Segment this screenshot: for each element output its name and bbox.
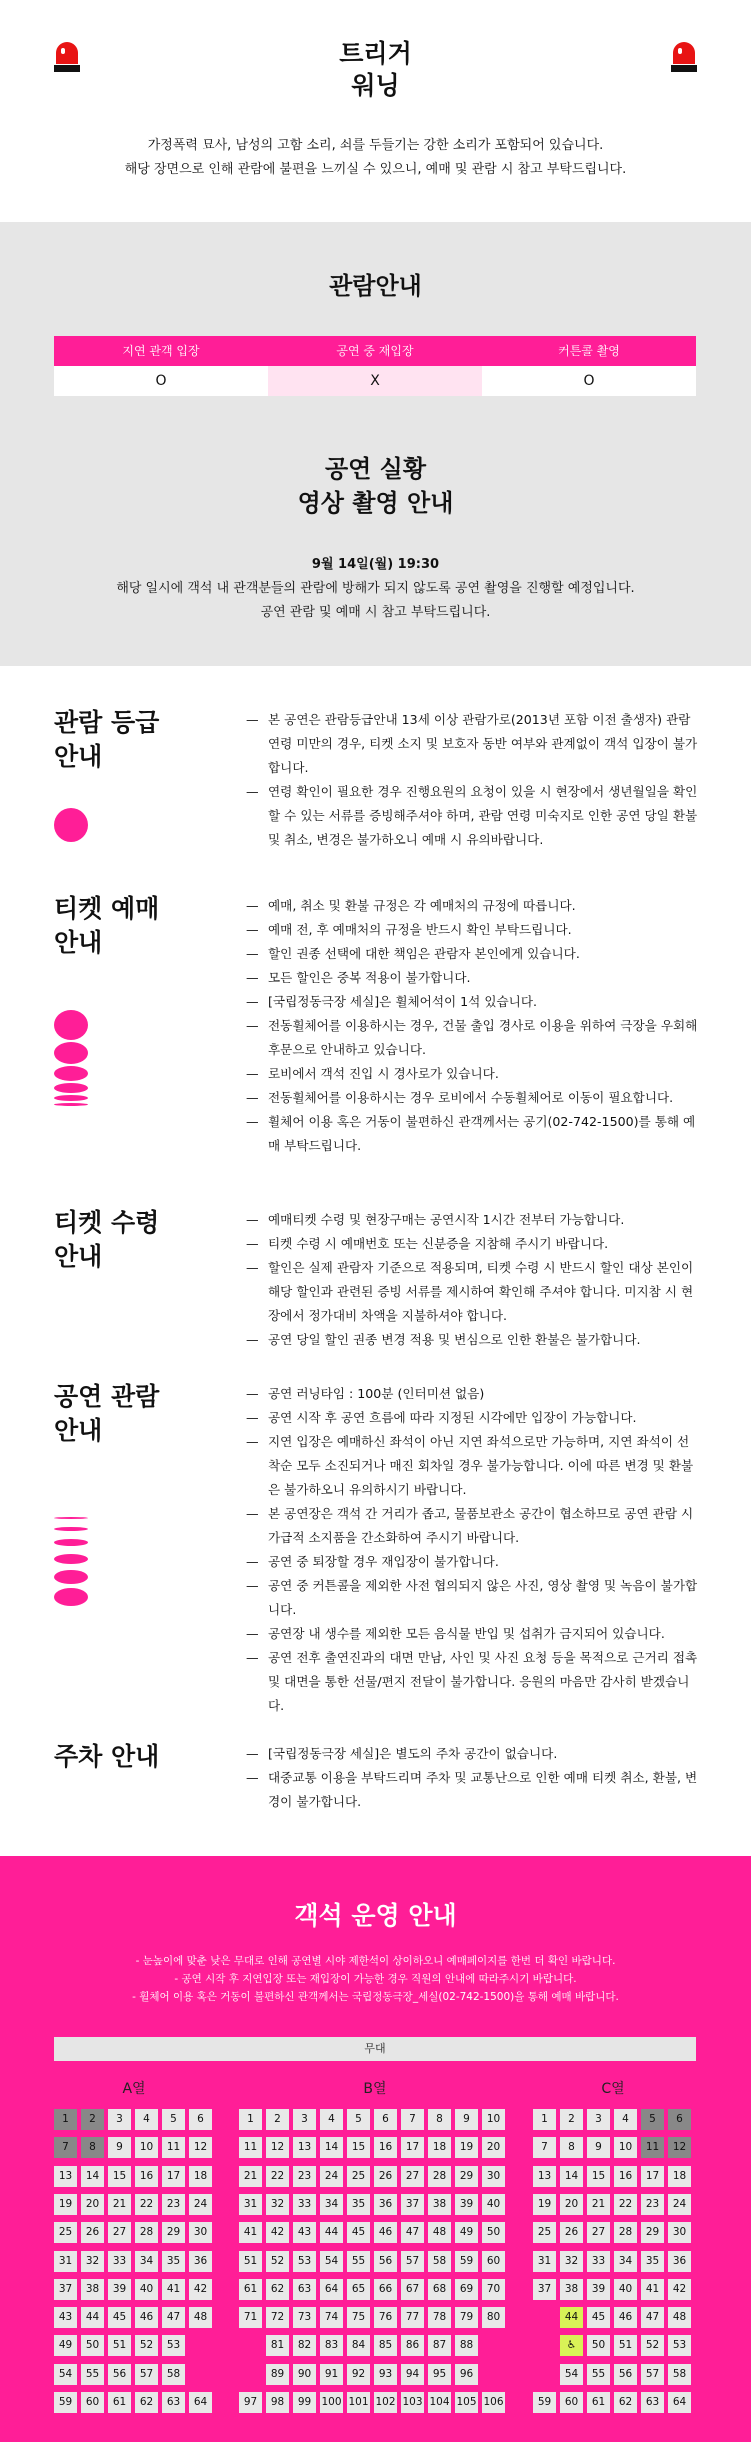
list-item: — 공연 당일 할인 권종 변경 적용 및 변심으로 인한 환불은 불가합니다. xyxy=(246,1328,701,1352)
seat-cell: 47 xyxy=(401,2222,424,2243)
seat-cell: 48 xyxy=(428,2222,451,2243)
seat-cell: 54 xyxy=(320,2251,343,2272)
seat-cell: 14 xyxy=(320,2137,343,2158)
seat-cell: 89 xyxy=(266,2364,289,2385)
seat-cell: 44 xyxy=(560,2307,583,2328)
seat-cell: 56 xyxy=(374,2251,397,2272)
seat-cell: 58 xyxy=(428,2251,451,2272)
seat-cell: 66 xyxy=(374,2279,397,2300)
seat-cell: 34 xyxy=(135,2251,158,2272)
seat-cell: 14 xyxy=(81,2166,104,2187)
seat-cell: 12 xyxy=(266,2137,289,2158)
seat-cell: 40 xyxy=(482,2194,505,2215)
seat-cell: 5 xyxy=(347,2109,370,2130)
seat-cell: 63 xyxy=(641,2392,664,2413)
seat-cell: 17 xyxy=(641,2166,664,2187)
seat-cell: 104 xyxy=(428,2392,451,2413)
seat-cell: 57 xyxy=(641,2364,664,2385)
section-title-attendance: 공연 관람 안내 xyxy=(54,1382,160,1445)
list-item: — 공연 전후 출연진과의 대면 만남, 사인 및 사진 요청 등을 목적으로 근거리 접촉 및 대면을 통한 선물/편지 전달이 불가합니다. 응원의 마음만 감사히 받겠습니다. xyxy=(246,1646,701,1718)
seat-cell: 31 xyxy=(533,2251,556,2272)
seat-cell: 58 xyxy=(162,2364,185,2385)
seat-cell: 37 xyxy=(533,2279,556,2300)
seat-cell: 32 xyxy=(560,2251,583,2272)
trigger-description: 가정폭력 묘사, 남성의 고함 소리, 쇠를 두들기는 강한 소리가 포함되어 있습니다. 해당 장면으로 인해 관람에 불편을 느끼실 수 있으니, 예매 및 관람 시 참고 부탁드립니다. xyxy=(124,138,627,177)
seat-cell: 49 xyxy=(54,2335,77,2356)
seat-cell: 75 xyxy=(347,2307,370,2328)
info-sections xyxy=(0,666,751,1856)
ellipse-decoration xyxy=(54,1554,88,1564)
seat-cell: 7 xyxy=(533,2137,556,2158)
seat-cell: 5 xyxy=(162,2109,185,2130)
seat-cell: 42 xyxy=(668,2279,691,2300)
seat-cell: 98 xyxy=(266,2392,289,2413)
seat-cell: 13 xyxy=(293,2137,316,2158)
seat-cell: 16 xyxy=(135,2166,158,2187)
block-label-b: B열 xyxy=(363,2081,387,2097)
seat-cell: 27 xyxy=(401,2166,424,2187)
booking-list xyxy=(246,894,701,1158)
seat-cell: 91 xyxy=(320,2364,343,2385)
seat-cell: 12 xyxy=(668,2137,691,2158)
list-item: — [국립정동극장 세실]은 휠체어석이 1석 있습니다. xyxy=(246,990,701,1014)
seat-cell: 106 xyxy=(482,2392,505,2413)
seat-cell: 60 xyxy=(560,2392,583,2413)
seat-cell: 49 xyxy=(455,2222,478,2243)
seat-cell: 53 xyxy=(668,2335,691,2356)
seat-cell: 52 xyxy=(641,2335,664,2356)
seat-cell: 62 xyxy=(614,2392,637,2413)
seat-cell: 9 xyxy=(108,2137,131,2158)
seat-cell: 50 xyxy=(81,2335,104,2356)
seat-cell: 29 xyxy=(455,2166,478,2187)
list-item: — 예매 전, 후 예매처의 규정을 반드시 확인 부탁드립니다. xyxy=(246,918,701,942)
seat-cell: 1 xyxy=(239,2109,262,2130)
seat-cell: 45 xyxy=(587,2307,610,2328)
seat-cell: 61 xyxy=(587,2392,610,2413)
seat-cell: 11 xyxy=(162,2137,185,2158)
seat-cell: 19 xyxy=(54,2194,77,2215)
seat-cell: 79 xyxy=(455,2307,478,2328)
seat-cell: 29 xyxy=(641,2222,664,2243)
seat-cell: 22 xyxy=(614,2194,637,2215)
seat-cell: 33 xyxy=(293,2194,316,2215)
seat-cell: 53 xyxy=(162,2335,185,2356)
seat-cell: 15 xyxy=(347,2137,370,2158)
seat-cell: 39 xyxy=(108,2279,131,2300)
seat-cell: 1 xyxy=(533,2109,556,2130)
parking-list xyxy=(246,1742,701,1814)
seat-cell: 27 xyxy=(108,2222,131,2243)
seat-cell: 62 xyxy=(135,2392,158,2413)
seat-cell: 51 xyxy=(108,2335,131,2356)
seat-cell: 76 xyxy=(374,2307,397,2328)
seat-cell: 38 xyxy=(428,2194,451,2215)
seat-cell: 85 xyxy=(374,2335,397,2356)
ellipse-decoration xyxy=(54,1095,88,1101)
ellipse-decoration xyxy=(54,1066,88,1081)
seat-cell: 38 xyxy=(81,2279,104,2300)
seat-cell: 3 xyxy=(587,2109,610,2130)
list-item: — 연령 확인이 필요한 경우 진행요원의 요청이 있을 시 현장에서 생년월일을 확인할 수 있는 서류를 증빙해주셔야 하며, 관람 연령 미숙지로 인한 공연 당일 환불 및 취소, 변경은 불가하오니 예매 시 유의바랍니다. xyxy=(246,780,701,852)
attendance-list xyxy=(246,1382,701,1718)
seat-cell: 11 xyxy=(239,2137,262,2158)
seat-cell: 40 xyxy=(614,2279,637,2300)
filming-date: 9월 14일(월) 19:30 xyxy=(311,557,440,572)
seat-cell: 87 xyxy=(428,2335,451,2356)
seat-cell: 5 xyxy=(641,2109,664,2130)
seat-cell: 39 xyxy=(587,2279,610,2300)
seat-cell: 31 xyxy=(239,2194,262,2215)
seat-cell: 105 xyxy=(455,2392,478,2413)
list-item: — 대중교통 이용을 부탁드리며 주차 및 교통난으로 인한 예매 티켓 취소, 환불, 변경이 불가합니다. xyxy=(246,1766,701,1814)
seat-cell: 38 xyxy=(560,2279,583,2300)
wheelchair-seat: ♿ xyxy=(560,2335,583,2356)
seat-cell: 1 xyxy=(54,2109,77,2130)
seat-cell: 7 xyxy=(401,2109,424,2130)
trigger-title: 트리거 워닝 xyxy=(339,39,412,100)
seat-cell: 64 xyxy=(189,2392,212,2413)
seat-cell: 9 xyxy=(455,2109,478,2130)
seat-cell: 73 xyxy=(293,2307,316,2328)
seat-cell: 43 xyxy=(293,2222,316,2243)
seat-cell: 93 xyxy=(374,2364,397,2385)
seat-cell: 15 xyxy=(587,2166,610,2187)
viewing-table-values: O X O xyxy=(54,366,696,396)
seat-cell: 95 xyxy=(428,2364,451,2385)
seat-cell: 53 xyxy=(293,2251,316,2272)
list-item: — 공연장 내 생수를 제외한 모든 음식물 반입 및 섭취가 금지되어 있습니다. xyxy=(246,1622,701,1646)
seat-cell: 64 xyxy=(668,2392,691,2413)
seat-cell: 24 xyxy=(320,2166,343,2187)
seat-cell: 23 xyxy=(293,2166,316,2187)
seat-cell: 35 xyxy=(347,2194,370,2215)
seat-cell: 63 xyxy=(293,2279,316,2300)
ellipse-decoration xyxy=(54,1010,88,1040)
ellipse-decoration xyxy=(54,1588,88,1606)
seat-cell: 56 xyxy=(108,2364,131,2385)
seat-cell: 94 xyxy=(401,2364,424,2385)
seat-cell: 28 xyxy=(428,2166,451,2187)
seat-cell: 84 xyxy=(347,2335,370,2356)
seat-cell: 28 xyxy=(135,2222,158,2243)
list-item: — 공연 중 커튼콜을 제외한 사전 협의되지 않은 사진, 영상 촬영 및 녹음이 불가합니다. xyxy=(246,1574,701,1622)
seat-cell: 23 xyxy=(162,2194,185,2215)
ellipse-decoration xyxy=(54,1042,88,1064)
seat-cell: 32 xyxy=(266,2194,289,2215)
list-item: — 공연 시작 후 공연 흐름에 따라 지정된 시각에만 입장이 가능합니다. xyxy=(246,1406,701,1430)
seat-cell: 44 xyxy=(81,2307,104,2328)
seat-cell: 100 xyxy=(320,2392,343,2413)
seat-cell: 19 xyxy=(533,2194,556,2215)
ellipse-decoration xyxy=(54,1103,88,1106)
seat-cell: 57 xyxy=(135,2364,158,2385)
pickup-list xyxy=(246,1208,701,1352)
seat-cell: 48 xyxy=(668,2307,691,2328)
seat-cell: 44 xyxy=(320,2222,343,2243)
seat-cell: 6 xyxy=(668,2109,691,2130)
list-item: — 본 공연은 관람등급안내 13세 이상 관람가로(2013년 포함 이전 출생자) 관람 연령 미만의 경우, 티켓 소지 및 보호자 동반 여부와 관계없이 객석 입장이 불가합니다. xyxy=(246,708,701,780)
seat-cell: 55 xyxy=(81,2364,104,2385)
seat-cell: 52 xyxy=(266,2251,289,2272)
seating-notes: - 눈높이에 맞춘 낮은 무대로 인해 공연별 시야 제한석이 상이하오니 예매페이지를 한번 더 확인 바랍니다. - 공연 시작 후 지연입장 또는 재입장이 가능한 경우 직원의 안내에 따라주시기 바랍니다. - 휠체어 이용 혹은 거동이 불편하신 관객께서는 국립정동극장_세실(02-742-1500)을 통해 예매 바랍니다. xyxy=(132,1955,619,2003)
seat-cell: 50 xyxy=(587,2335,610,2356)
seat-cell: 35 xyxy=(641,2251,664,2272)
viewing-info-section xyxy=(0,222,751,666)
seat-cell: 77 xyxy=(401,2307,424,2328)
ellipse-decoration xyxy=(54,1517,88,1519)
block-label-a: A열 xyxy=(122,2081,146,2097)
seat-cell: 25 xyxy=(533,2222,556,2243)
seat-cell: 29 xyxy=(162,2222,185,2243)
seat-cell: 42 xyxy=(266,2222,289,2243)
seat-cell: 74 xyxy=(320,2307,343,2328)
seat-cell: 88 xyxy=(455,2335,478,2356)
seat-cell: 8 xyxy=(81,2137,104,2158)
seat-cell: 80 xyxy=(482,2307,505,2328)
seat-cell: 23 xyxy=(641,2194,664,2215)
seat-cell: 92 xyxy=(347,2364,370,2385)
seat-cell: 24 xyxy=(189,2194,212,2215)
seat-cell: 83 xyxy=(320,2335,343,2356)
seat-cell: 47 xyxy=(641,2307,664,2328)
seat-cell: 25 xyxy=(54,2222,77,2243)
seat-cell: 51 xyxy=(614,2335,637,2356)
seat-cell: 69 xyxy=(455,2279,478,2300)
section-title-rating: 관람 등급 안내 xyxy=(54,708,160,771)
seat-cell: 60 xyxy=(482,2251,505,2272)
seat-cell: 39 xyxy=(455,2194,478,2215)
seat-cell: 10 xyxy=(135,2137,158,2158)
section-title-booking: 티켓 예매 안내 xyxy=(54,894,160,957)
seat-cell: 21 xyxy=(587,2194,610,2215)
list-item: — 지연 입장은 예매하신 좌석이 아닌 지연 좌석으로만 가능하며, 지연 좌석이 선착순 모두 소진되거나 매진 회차일 경우 불가능합니다. 이에 따른 변경 및 환불은 불가하오니 유의하시기 바랍니다. xyxy=(246,1430,701,1502)
seat-cell: 4 xyxy=(320,2109,343,2130)
ellipse-decoration xyxy=(54,1083,88,1093)
seat-cell: 72 xyxy=(266,2307,289,2328)
list-item: — 할인은 실제 관람자 기준으로 적용되며, 티켓 수령 시 반드시 할인 대상 본인이 해당 할인과 관련된 증빙 서류를 제시하여 확인해 주셔야 합니다. 미지참 시 현장에서 정가대비 차액을 지불하셔야 합니다. xyxy=(246,1256,701,1328)
seat-cell: 36 xyxy=(374,2194,397,2215)
seat-cell: 81 xyxy=(266,2335,289,2356)
seat-cell: 52 xyxy=(135,2335,158,2356)
ellipse-decoration xyxy=(54,1570,88,1584)
list-item: — 예매티켓 수령 및 현장구매는 공연시작 1시간 전부터 가능합니다. xyxy=(246,1208,701,1232)
seat-cell: 90 xyxy=(293,2364,316,2385)
seat-cell: 78 xyxy=(428,2307,451,2328)
seat-cell: 51 xyxy=(239,2251,262,2272)
seat-cell: 28 xyxy=(614,2222,637,2243)
list-item: — 할인 권종 선택에 대한 책임은 관람자 본인에게 있습니다. xyxy=(246,942,701,966)
seat-cell: 16 xyxy=(374,2137,397,2158)
seat-cell: 33 xyxy=(587,2251,610,2272)
seat-cell: 86 xyxy=(401,2335,424,2356)
seat-cell: 96 xyxy=(455,2364,478,2385)
seat-cell: 3 xyxy=(293,2109,316,2130)
seat-cell: 36 xyxy=(189,2251,212,2272)
seat-cell: 54 xyxy=(54,2364,77,2385)
viewing-title: 관람안내 xyxy=(329,271,422,300)
seat-cell: 103 xyxy=(401,2392,424,2413)
seat-cell: 35 xyxy=(162,2251,185,2272)
seat-cell: 101 xyxy=(347,2392,370,2413)
filming-title: 공연 실황 영상 촬영 안내 xyxy=(297,454,454,517)
seat-cell: 30 xyxy=(668,2222,691,2243)
seat-cell: 68 xyxy=(428,2279,451,2300)
seat-cell: 99 xyxy=(293,2392,316,2413)
seat-cell: 42 xyxy=(189,2279,212,2300)
block-label-c: C열 xyxy=(601,2081,625,2097)
seat-cell: 19 xyxy=(455,2137,478,2158)
seat-cell: 64 xyxy=(320,2279,343,2300)
seat-cell: 9 xyxy=(587,2137,610,2158)
seat-cell: 26 xyxy=(374,2166,397,2187)
seat-cell: 17 xyxy=(401,2137,424,2158)
seat-cell: 6 xyxy=(189,2109,212,2130)
seat-cell: 45 xyxy=(108,2307,131,2328)
seat-cell: 14 xyxy=(560,2166,583,2187)
seat-cell: 43 xyxy=(54,2307,77,2328)
seat-cell: 20 xyxy=(560,2194,583,2215)
section-title-parking: 주차 안내 xyxy=(54,1742,160,1771)
seat-cell: 7 xyxy=(54,2137,77,2158)
trigger-warning-section xyxy=(0,0,751,222)
seat-cell: 8 xyxy=(428,2109,451,2130)
seat-cell: 47 xyxy=(162,2307,185,2328)
seat-cell: 13 xyxy=(54,2166,77,2187)
seat-cell: 55 xyxy=(347,2251,370,2272)
seat-cell: 59 xyxy=(455,2251,478,2272)
ellipse-decoration xyxy=(54,1527,88,1531)
seat-cell: 8 xyxy=(560,2137,583,2158)
seat-cell: 26 xyxy=(560,2222,583,2243)
seat-cell: 10 xyxy=(482,2109,505,2130)
circle-decoration xyxy=(54,808,88,842)
seat-cell: 102 xyxy=(374,2392,397,2413)
seat-cell: 70 xyxy=(482,2279,505,2300)
ellipse-decoration xyxy=(54,1539,88,1546)
seat-cell: 33 xyxy=(108,2251,131,2272)
list-item: — [국립정동극장 세실]은 별도의 주차 공간이 없습니다. xyxy=(246,1742,701,1766)
seat-cell: 54 xyxy=(560,2364,583,2385)
seat-cell: 18 xyxy=(428,2137,451,2158)
seat-cell: 57 xyxy=(401,2251,424,2272)
seat-cell: 17 xyxy=(162,2166,185,2187)
seat-cell: 37 xyxy=(54,2279,77,2300)
seat-cell: 27 xyxy=(587,2222,610,2243)
seat-cell: 59 xyxy=(533,2392,556,2413)
seat-cell: 21 xyxy=(239,2166,262,2187)
seat-cell: 30 xyxy=(189,2222,212,2243)
list-item: — 예매, 취소 및 환불 규정은 각 예매처의 규정에 따릅니다. xyxy=(246,894,701,918)
seat-cell: 13 xyxy=(533,2166,556,2187)
seat-cell: 15 xyxy=(108,2166,131,2187)
seat-cell: 6 xyxy=(374,2109,397,2130)
seat-cell: 25 xyxy=(347,2166,370,2187)
list-item: — 본 공연장은 객석 간 거리가 좁고, 물품보관소 공간이 협소하므로 공연 관람 시 가급적 소지품을 간소화하여 주시기 바랍니다. xyxy=(246,1502,701,1550)
filming-description: 해당 일시에 객석 내 관객분들의 관람에 방해가 되지 않도록 공연 촬영을 진행할 예정입니다. 공연 관람 및 예매 시 참고 부탁드립니다. xyxy=(116,581,635,620)
seat-cell: 22 xyxy=(266,2166,289,2187)
rating-list xyxy=(246,708,701,852)
seat-cell: 20 xyxy=(81,2194,104,2215)
seat-cell: 10 xyxy=(614,2137,637,2158)
seat-cell: 34 xyxy=(320,2194,343,2215)
seat-cell: 50 xyxy=(482,2222,505,2243)
seat-cell: 3 xyxy=(108,2109,131,2130)
seating-title: 객석 운영 안내 xyxy=(294,1901,457,1930)
seat-cell: 12 xyxy=(189,2137,212,2158)
seat-cell: 36 xyxy=(668,2251,691,2272)
seat-cell: 61 xyxy=(239,2279,262,2300)
seat-cell: 61 xyxy=(108,2392,131,2413)
list-item: — 로비에서 객석 진입 시 경사로가 있습니다. xyxy=(246,1062,701,1086)
list-item: — 공연 중 퇴장할 경우 재입장이 불가합니다. xyxy=(246,1550,701,1574)
seat-cell: 20 xyxy=(482,2137,505,2158)
seating-section xyxy=(0,1856,751,2442)
seat-cell: 41 xyxy=(162,2279,185,2300)
seat-cell: 55 xyxy=(587,2364,610,2385)
list-item: — 티켓 수령 시 예매번호 또는 신분증을 지참해 주시기 바랍니다. xyxy=(246,1232,701,1256)
seat-cell: 48 xyxy=(189,2307,212,2328)
seat-cell: 22 xyxy=(135,2194,158,2215)
seat-cell: 31 xyxy=(54,2251,77,2272)
seat-cell: 41 xyxy=(239,2222,262,2243)
seat-cell: 71 xyxy=(239,2307,262,2328)
seat-cell: 67 xyxy=(401,2279,424,2300)
seat-cell: 2 xyxy=(81,2109,104,2130)
seat-cell: 18 xyxy=(668,2166,691,2187)
seat-cell: 41 xyxy=(641,2279,664,2300)
seat-cell: 46 xyxy=(135,2307,158,2328)
seat-cell: 16 xyxy=(614,2166,637,2187)
stage-label: 무대 xyxy=(54,2037,696,2061)
seat-cell: 56 xyxy=(614,2364,637,2385)
seat-cell: 40 xyxy=(135,2279,158,2300)
seat-cell: 60 xyxy=(81,2392,104,2413)
seat-cell: 46 xyxy=(614,2307,637,2328)
section-title-pickup: 티켓 수령 안내 xyxy=(54,1208,160,1271)
viewing-table-header: 지연 관객 입장 공연 중 재입장 커튼콜 촬영 xyxy=(54,336,696,366)
seat-cell: 30 xyxy=(482,2166,505,2187)
seat-cell: 2 xyxy=(266,2109,289,2130)
seat-cell: 26 xyxy=(81,2222,104,2243)
seat-cell: 4 xyxy=(135,2109,158,2130)
seat-cell: 65 xyxy=(347,2279,370,2300)
seat-cell: 97 xyxy=(239,2392,262,2413)
seat-cell: 45 xyxy=(347,2222,370,2243)
seat-cell: 59 xyxy=(54,2392,77,2413)
seat-cell: 63 xyxy=(162,2392,185,2413)
seat-cell: 62 xyxy=(266,2279,289,2300)
list-item: — 휠체어 이용 혹은 거동이 불편하신 관객께서는 공기(02-742-1500)를 통해 예매 부탁드립니다. xyxy=(246,1110,701,1158)
seat-cell: 34 xyxy=(614,2251,637,2272)
seat-cell: 11 xyxy=(641,2137,664,2158)
seat-cell: 37 xyxy=(401,2194,424,2215)
list-item: — 전동휠체어를 이용하시는 경우, 건물 출입 경사로 이용을 위하여 극장을 우회해 후문으로 안내하고 있습니다. xyxy=(246,1014,701,1062)
list-item: — 전동휠체어를 이용하시는 경우 로비에서 수동휠체어로 이동이 필요합니다. xyxy=(246,1086,701,1110)
seat-cell: 21 xyxy=(108,2194,131,2215)
seat-cell: 2 xyxy=(560,2109,583,2130)
list-item: — 모든 할인은 중복 적용이 불가합니다. xyxy=(246,966,701,990)
seat-cell: 58 xyxy=(668,2364,691,2385)
list-item: — 공연 러닝타임 : 100분 (인터미션 없음) xyxy=(246,1382,701,1406)
seat-cell: 82 xyxy=(293,2335,316,2356)
seat-cell: 46 xyxy=(374,2222,397,2243)
seat-cell: 32 xyxy=(81,2251,104,2272)
seat-cell: 4 xyxy=(614,2109,637,2130)
seat-cell: 18 xyxy=(189,2166,212,2187)
seat-cell: 24 xyxy=(668,2194,691,2215)
